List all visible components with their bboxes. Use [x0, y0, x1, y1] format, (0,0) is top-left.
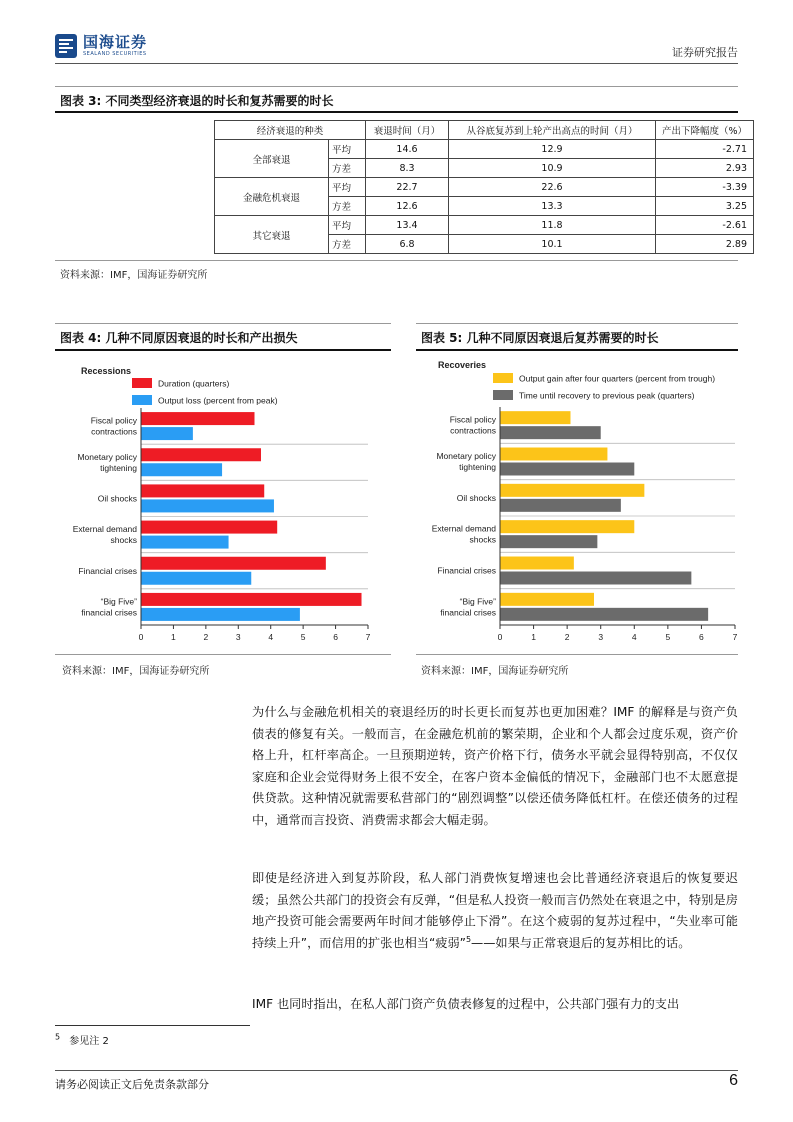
- table-cell: 22.6: [449, 178, 656, 197]
- body-paragraph-1: [252, 702, 738, 832]
- bar: [500, 608, 708, 621]
- x-tick-label: 0: [138, 632, 144, 642]
- table-cell: 3.25: [656, 197, 754, 216]
- category-label: tightening: [100, 462, 137, 473]
- category-label: Monetary policy: [77, 451, 137, 462]
- bar: [141, 499, 274, 512]
- stat-label: 平均: [329, 140, 366, 159]
- bar: [500, 535, 597, 548]
- paragraph-span: 即使是经济进入到复苏阶段，私人部门消费恢复增速也会比普通经济衰退后的恢复要迟缓；虽然公共部门的投资会有反弹，“但是私人投资一般而言仍然处在衰退之中，特别是房地产投资可能会需要两年时间才能够停止下滑”。在这个疲弱的复苏过程中，“失业率可能持续上升”，而信用的扩张也相当“疲弱”: [252, 871, 738, 950]
- fig5-title-rule: [416, 349, 738, 351]
- body-paragraph-3: [252, 994, 738, 1016]
- recessions-chart: [55, 355, 391, 650]
- header-divider: [55, 63, 738, 64]
- page-header: [55, 30, 738, 62]
- category-label: External demand: [72, 524, 137, 535]
- table-row: [215, 216, 754, 235]
- group-name: 全部衰退: [215, 140, 329, 178]
- table-cell: -2.61: [656, 216, 754, 235]
- table-cell: 10.9: [449, 159, 656, 178]
- legend-swatch: [493, 390, 513, 400]
- table-header: 从谷底复苏到上轮产出高点的时间（月）: [449, 121, 656, 140]
- footer-divider: [55, 1070, 738, 1071]
- x-tick-label: 4: [268, 632, 274, 642]
- category-label: Oil shocks: [97, 493, 137, 504]
- category-label: Financial crises: [437, 565, 496, 576]
- fig5-title: 图表 5: 几种不同原因衰退后复苏需要的时长: [421, 331, 659, 345]
- footnote: [55, 1032, 109, 1047]
- bar: [141, 521, 277, 534]
- table-cell: 11.8: [449, 216, 656, 235]
- x-tick-label: 2: [203, 632, 209, 642]
- bar: [500, 593, 594, 606]
- x-tick-label: 6: [699, 632, 704, 642]
- legend-swatch: [132, 378, 152, 388]
- x-tick-label: 1: [531, 632, 536, 642]
- table-cell: 13.3: [449, 197, 656, 216]
- recession-table: [214, 120, 754, 254]
- legend-swatch: [493, 373, 513, 383]
- legend-label: Output loss (percent from peak): [158, 395, 278, 406]
- bar: [141, 448, 261, 461]
- bar: [500, 557, 574, 570]
- group-name: 其它衰退: [215, 216, 329, 254]
- legend-label: Output gain after four quarters (percent from trough): [519, 373, 716, 384]
- bar: [141, 572, 251, 585]
- category-label: Fiscal policy: [449, 414, 496, 425]
- logo-icon: [55, 34, 77, 58]
- bar: [500, 411, 571, 424]
- bar: [141, 484, 264, 497]
- bar: [141, 463, 222, 476]
- disclaimer-note: 请务必阅读正文后免责条款部分: [55, 1078, 209, 1091]
- table-cell: 2.89: [656, 235, 754, 254]
- category-label: Oil shocks: [456, 492, 496, 503]
- category-label: “Big Five”: [100, 596, 137, 607]
- category-label: contractions: [450, 425, 496, 436]
- x-tick-label: 6: [333, 632, 338, 642]
- bar: [141, 557, 326, 570]
- table-header: 产出下降幅度（%）: [656, 121, 754, 140]
- fig3-bottom-rule: [55, 260, 738, 261]
- table-cell: -2.71: [656, 140, 754, 159]
- bar: [500, 426, 601, 439]
- category-label: Monetary policy: [436, 451, 496, 461]
- x-tick-label: 5: [665, 632, 671, 642]
- stat-label: 方差: [329, 159, 366, 178]
- page-number: 6: [729, 1072, 738, 1089]
- bar: [500, 448, 607, 461]
- fig4-top-rule: [55, 323, 391, 324]
- fig5-source: 资料来源：IMF，国海证券研究所: [421, 666, 569, 677]
- table-cell: 8.3: [366, 159, 449, 178]
- x-tick-label: 7: [732, 632, 738, 642]
- legend-label: Time until recovery to previous peak (quarters): [519, 390, 695, 401]
- bar: [141, 536, 229, 549]
- category-label: shocks: [110, 535, 137, 546]
- footnote-divider: [55, 1025, 250, 1026]
- category-label: shocks: [469, 534, 496, 545]
- paragraph-span: ——如果与正常衰退后的复苏相比的话。: [471, 935, 691, 950]
- brand-name-en: SEALAND SECURITIES: [83, 51, 147, 57]
- table-header: 衰退时间（月）: [366, 121, 449, 140]
- bar: [500, 572, 691, 585]
- bar: [500, 484, 644, 497]
- fig3-title-rule: [55, 111, 738, 113]
- x-tick-label: 3: [235, 632, 241, 642]
- table-cell: 10.1: [449, 235, 656, 254]
- report-type: 证券研究报告: [672, 46, 738, 59]
- bar: [141, 427, 193, 440]
- category-label: financial crises: [81, 607, 137, 618]
- fig3-title: 图表 3: 不同类型经济衰退的时长和复苏需要的时长: [60, 94, 334, 108]
- stat-label: 平均: [329, 178, 366, 197]
- table-cell: 6.8: [366, 235, 449, 254]
- table-row: [215, 178, 754, 197]
- table-cell: 13.4: [366, 216, 449, 235]
- fig3-top-rule: [55, 86, 738, 87]
- bar: [141, 593, 362, 606]
- bar: [500, 463, 634, 476]
- category-label: Fiscal policy: [90, 415, 137, 426]
- fig5-top-rule: [416, 323, 738, 324]
- category-label: tightening: [459, 462, 496, 472]
- category-label: Financial crises: [78, 565, 137, 576]
- paragraph-text: 为什么与金融危机相关的衰退经历的时长更长而复苏也更加困难？IMF 的解释是与资产负债表的修复有关。一般而言，在金融危机前的繁荣期，企业和个人都会过度乐观，资产价格上升，杠杆率高企。一旦预期逆转，资产价格下行，债务水平就会显得特别高，不仅仅家庭和企业会觉得财务上很不安全，在客户资本金偏低的情况下，金融部门也不太愿意提供贷款。这种情况就需要私营部门的“剧烈调整”以偿还债务降低杠杆。在偿还债务的过程中，通常而言投资、消费需求都会大幅走弱。: [252, 705, 738, 827]
- bar: [141, 412, 255, 425]
- recoveries-chart: [416, 352, 738, 650]
- table-cell: 12.9: [449, 140, 656, 159]
- table-cell: 14.6: [366, 140, 449, 159]
- bar: [500, 499, 621, 512]
- category-label: contractions: [91, 426, 137, 437]
- x-tick-label: 2: [564, 632, 570, 642]
- paragraph-text: [252, 868, 738, 954]
- category-label: “Big Five”: [459, 596, 496, 607]
- footnote-text: 参见注 2: [69, 1036, 109, 1047]
- paragraph-text: IMF 也同时指出，在私人部门资产负债表修复的过程中，公共部门强有力的支出: [252, 997, 680, 1011]
- fig4-title: 图表 4: 几种不同原因衰退的时长和产出损失: [60, 331, 298, 345]
- x-tick-label: 1: [171, 632, 176, 642]
- x-tick-label: 7: [365, 632, 371, 642]
- legend-swatch: [132, 395, 152, 405]
- fig3-source: 资料来源：IMF，国海证券研究所: [60, 270, 208, 281]
- table-cell: 22.7: [366, 178, 449, 197]
- x-tick-label: 5: [300, 632, 306, 642]
- fig4-source: 资料来源：IMF，国海证券研究所: [62, 666, 210, 677]
- footnote-number: 5: [55, 1032, 61, 1042]
- fig5-bottom-rule: [416, 654, 738, 655]
- group-name: 金融危机衰退: [215, 178, 329, 216]
- footnote-ref: 5: [465, 934, 472, 944]
- table-header: 经济衰退的种类: [215, 121, 366, 140]
- x-tick-label: 4: [631, 632, 637, 642]
- stat-label: 方差: [329, 235, 366, 254]
- table-cell: 2.93: [656, 159, 754, 178]
- x-tick-label: 3: [598, 632, 604, 642]
- bar: [141, 608, 300, 621]
- table-cell: -3.39: [656, 178, 754, 197]
- category-label: External demand: [431, 523, 496, 534]
- stat-label: 方差: [329, 197, 366, 216]
- legend-label: Duration (quarters): [158, 378, 230, 389]
- table-cell: 12.6: [366, 197, 449, 216]
- x-tick-label: 0: [497, 632, 503, 642]
- chart-title: Recessions: [81, 366, 132, 376]
- brand-logo: [55, 34, 147, 58]
- category-label: financial crises: [440, 607, 496, 618]
- chart-title: Recoveries: [438, 360, 487, 370]
- table-row: [215, 140, 754, 159]
- table-header-row: [215, 121, 754, 140]
- brand-name: 国海证券: [83, 33, 148, 51]
- fig4-title-rule: [55, 349, 391, 351]
- stat-label: 平均: [329, 216, 366, 235]
- body-paragraph-2: [252, 868, 738, 954]
- fig4-bottom-rule: [55, 654, 391, 655]
- bar: [500, 520, 634, 533]
